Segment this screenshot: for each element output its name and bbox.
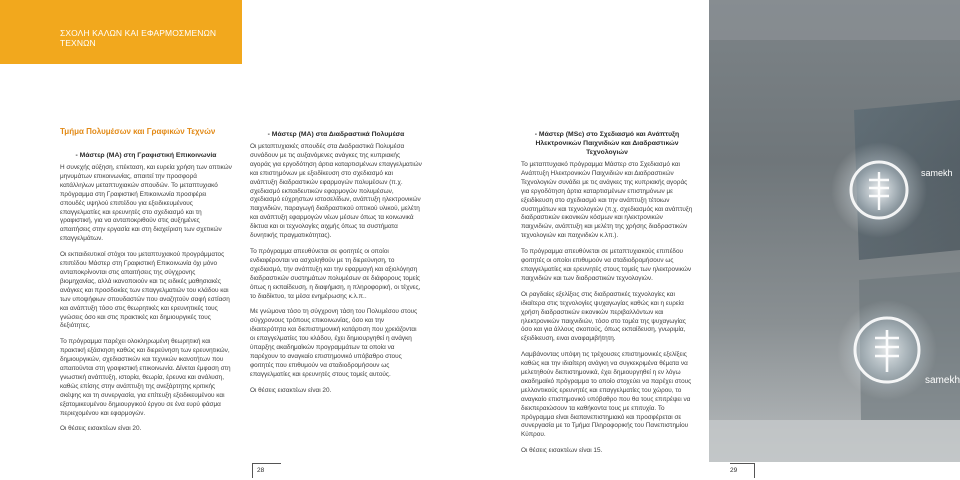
page-number-left: 28 [252, 463, 281, 478]
paragraph: Με γνώμονα τόσο τη σύγχρονη τάση του Πολυμέσου στους σύγχρονους τρόπους επικοινωνίας, όσο και την ιδιαιτερότητα και διεπιστημονική κατάρτιση που χρειάζονται οι επαγγελματίες του κλάδου, έχει δημιουργηθεί η ανάγκη ύπαρξης ακαδημαϊκών προγραμμάτων τα οποία να παρέχουν το αναγκαίο επιστημονικό υπόβαθρο στους φοιτητές που επιθυμούν να σταδιοδρομήσουν ως επαγγελματίες και ερευνητές στους τομείς αυτούς. [250, 308, 418, 378]
header-band [0, 0, 242, 64]
programme-heading-games: - Μάστερ (MSc) στο Σχεδιασμό και Ανάπτυξη Ηλεκτρονικών Παιχνιδιών και Διαδραστικών Τεχνολογιών [534, 131, 680, 156]
admissions-count: Οι θέσεις εισακτέων είναι 15. [521, 447, 603, 455]
sign-text-lower: samekh [925, 375, 960, 386]
paragraph: Οι εκπαιδευτικοί στόχοι του μεταπτυχιακού προγράμματος επιπέδου Μάστερ στη Γραφιστική Επικοινωνία όχι μόνο ανταποκρίνονται στις απαιτήσεις της σύγχρονης βιομηχανίας, αλλά ικανοποιούν και τις ειδικές μαθησιακές ανάγκες και προσδοκίες των επαγγελματιών του κλάδου και των υποψήφιων σπουδαστών που αναζητούν σαφή εστίαση και ανάπτυξη τόσο στις θεωρητικές και ερευνητικές τους γνώσεις όσο και στις πρακτικές και δημιουργικές τους δεξιότητες. [60, 251, 230, 330]
paragraph: Οι ραγδαίες εξελίξεις στις διαδραστικές τεχνολογίες και ιδιαίτερα στις τεχνολογίες ψυχαγωγίας καθώς και η ευρεία χρήση διαδραστικών εικονικών περιβαλλόντων και ηλεκτρονικών παιχνιδιών, τόσο στο τομέα της ψυχαγωγίας όσο και για άλλους σκοπούς, όπως εκπαίδευση, γνωριμία, εξειδίκευση, ειναι αναφαμιβήτητη. [521, 290, 686, 343]
column-graphic-communication [60, 127, 232, 441]
paragraph: Το πρόγραμμα απευθύνεται σε μεταπτυχιακούς επιπέδου φοιτητές οι οποίοι επιθυμούν να σταδιοδρομήσουν ως επαγγελματίες και ερευνητές στους τομείς των ηλεκτρονικών παιχνιδιών και των διαδραστικών τεχνολογιών. [521, 248, 692, 282]
column-games-interactive-tech [521, 127, 693, 463]
sign-text-upper: samekh [921, 168, 953, 178]
samekh-installation-image [709, 0, 960, 462]
paragraph: Οι μεταπτυχιακές σπουδές στα Διαδραστικά Πολυμέσα συνάδουν με τις αυξανόμενες ανάγκες της κυπριακής αγοράς για εργοδότηση άρτια καταρτισμένων επαγγελματιών και επιστημόνων με εξειδίκευση στο σχεδιασμό και ανάπτυξη διαδραστικών εφαρμογών πολυμέσων (π.χ. σχεδιασμό εκπαιδευτικών εφαρμογών πολυμέσων, σχεδιασμό εύχρηστων ιστοσελίδων, ανάπτυξη ηλεκτρονικών παιχνιδιών, παραγωγή διαδραστικού οπτικού υλικού, μελέτη και ανάπτυξη εφαρμογών νέων μέσων όπως τα κοινωνικά δίκτυα και οι τεχνολογίες αιχμής όπως τα συστήματα δυνητικής πραγματικότητας). [250, 143, 422, 240]
paragraph: Το πρόγραμμα παρέχει ολοκληρωμένη θεωρητική και πρακτική εξάσκηση καθώς και διερεύνηση των ερευνητικών, δημιουργικών, σχεδιαστικών και τεχνικών ικανοτήτων που απαιτούνται στη γραφιστική επικοινωνία. Δίνεται έμφαση στη γνωστική ανάπτυξη, ιστορία, θεωρία, έρευνα και ανάλυση, καθώς επίσης στην ανάπτυξη της ανεξάρτητης κριτικής σκέψης και τη συνεργασία, για επίτευξη εξειδικευμένου και εξατομικευμένου δημιουργικού έργου σε ένα ευρύ φάσμα περιεχομένου και εφαρμογών. [60, 338, 231, 417]
school-title: ΣΧΟΛΗ ΚΑΛΩΝ ΚΑΙ ΕΦΑΡΜΟΣΜΕΝΩΝ ΤΕΧΝΩΝ [60, 28, 217, 48]
paragraph: Λαμβάνοντας υπόψη τις τρέχουσες επιστημονικές εξελίξεις καθώς και την ιδιαίτερη ανάγκη να συγκεκριμένα θέματα να μελετηθούν διεπιστημονικά, έχει δημιουργηθεί η εν λόγω ακαδημαϊκό πρόγραμμα το οποίο στοχεύει να παρέχει στους μελλοντικούς ερευνητές και επαγγελματίες του χώρου, το αναγκαίο επιστημονικό υπόβαθρο που θα τους επιτρέψει να διεκπεραιώσουν τα καθήκοντα τους με επιτυχία. Το πρόγραμμα είναι διαπανεπιστημιακό και προσφέρεται σε συνεργασία με το Τμήμα Πληροφορικής του Πανεπιστημίου Κύπρου. [521, 351, 692, 439]
admissions-count: Οι θέσεις εισακτέων είναι 20. [60, 425, 142, 433]
column-interactive-multimedia [250, 127, 422, 403]
admissions-count: Οι θέσεις εισακτέων είναι 20. [250, 386, 332, 394]
programme-heading-interactive-multimedia: - Μάστερ (ΜΑ) στα Διαδραστικά Πολυμέσα [267, 131, 405, 138]
paragraph: Το μεταπτυχιακό πρόγραμμα Μάστερ στο Σχεδιασμό και Ανάπτυξη Ηλεκτρονικών Παιχνιδιών και Διαδραστικών Τεχνολογιών συνάδει με τις ανάγκες της κυπριακής αγοράς για εργοδότηση άρτια καταρτισμένων επιστημόνων με εξειδίκευση στο σχεδιασμό και την ανάπτυξη τέτοιων συστημάτων και τεχνολογιών (π.χ. σχεδιασμός και ανάπτυξη διαδραστικών εικονικών κόσμων και ηλεκτρονικών παιχνιδιών, ανάπτυξη και μελέτη της χρήσης διαδραστικών τεχνολογιών και παιχνιδιών κ.λπ.). [521, 161, 693, 240]
paragraph: Η συνεχής αύξηση, επέκταση, και ευρεία χρήση των οπτικών μηνυμάτων επικοινωνίας, απαιτεί την προσφορά κατάλληλων μεταπτυχιακών σπουδών. Το μεταπτυχιακό πρόγραμμα στη Γραφιστική Επικοινωνία προσφέρει σπουδές υψηλού επιπέδου για εξειδικευμένους επαγγελματίες και ερευνητές στο σχεδιασμό και τη γραφιστική, για να ανταποκριθούν στις αυξημένες απαιτήσεις στην εργασία και στη διαχείριση των σχετικών επαγγελμάτων. [60, 164, 232, 243]
department-title: Τμήμα Πολυμέσων και Γραφικών Τεχνών [60, 127, 216, 136]
installation-photo [709, 0, 960, 462]
paragraph: Το πρόγραμμα απευθύνεται σε φοιτητές οι οποίοι ενδιαφέρονται να ασχοληθούν με τη διερεύνηση, το σχεδιασμό, την ανάπτυξη και την εφαρμογή και αξιολόγηση διαδραστικών συστημάτων πολυμέσων σε διάφορους τομείς όπως η εκπαίδευση, η διαφήμιση, η πληροφορική, οι τέχνες, το διαδίκτυο, τα μέσα ενημέρωσης κ.λ.π.. [250, 247, 421, 300]
programme-heading-graphic-communication: - Μάστερ (ΜΑ) στη Γραφιστική Επικοινωνία [75, 152, 217, 159]
page-number-right: 29 [730, 463, 755, 478]
